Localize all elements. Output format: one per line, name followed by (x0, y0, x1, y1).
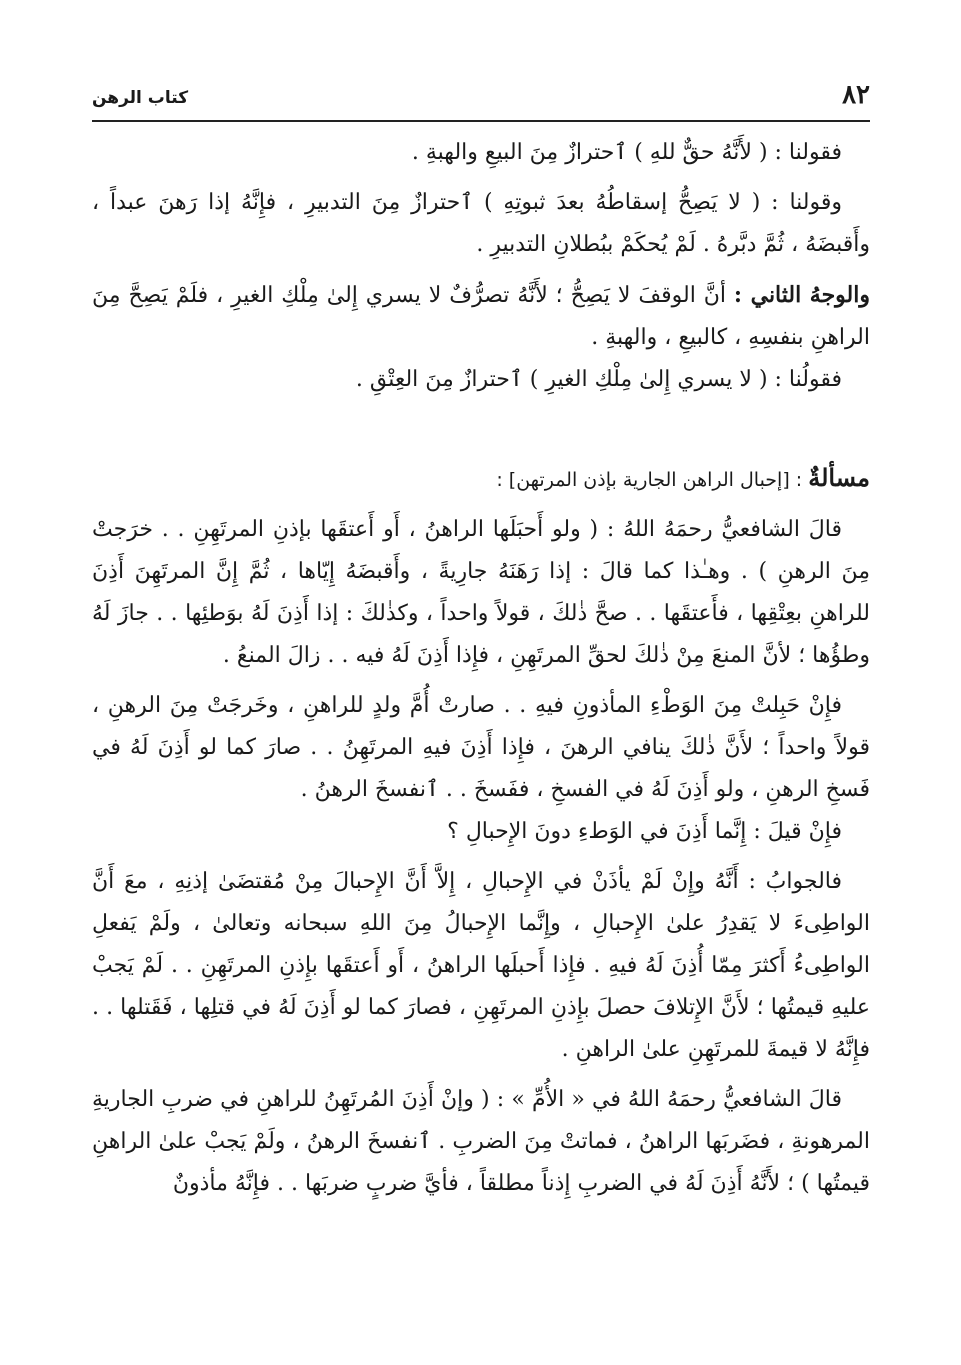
masala-title: : [إحبال الراهن الجارية بإذن المرتهن] : (496, 469, 809, 491)
paragraph-6: فإِنْ حَبِلتْ مِنَ الوَطْءِ المأذونِ فيهِ . . صارتْ أُمَّ ولدٍ للراهنِ ، وخَرجَتْ مِنَ الرهنِ ، قولاً واحداً ؛ لأَنَّ ذٰلكَ ينافي الرهنَ ، فإِذا أَذِنَ فيهِ المرتَهِنُ . . صارَ كما لو أَذِنَ لَهُ في فَسخِ الرهنِ ، ولو أَذِنَ لَهُ في الفسخِ ، ففَسخَ . . ٱنفسخَ الرهنُ . (92, 693, 870, 802)
page-number: ٨٢ (842, 80, 870, 110)
running-title: كتاب الرهن (92, 88, 189, 108)
paragraph-3-text: أنَّ الوقفَ لا يَصِحُّ ؛ لأَنَّهُ تصرُّفٌ لا يسري إِلىٰ مِلْكِ الغيرِ ، فلَمْ يَصِحَّ مِنَ الراهنِ بنفسِهِ ، كالبيعِ ، والهبةِ . (92, 283, 870, 350)
paragraph-8: فالجوابُ : أَنَّهُ وإِنْ لَمْ يأذَنْ في الإِحبالِ ، إِلاَّ أَنَّ الإِحبالَ مِنْ مُقتضَىٰ إذنِهِ ، معَ أَنَّ الواطِىءَ لا يَقدِرُ علىٰ الإِحبالِ ، وإِنَّما الإِحبالُ مِنَ اللهِ سبحانه وتعالىٰ ، ولَمْ يَفعلِ الواطِىءُ أَكثرَ مِمّا أُذِنَ لَهُ فيهِ . فإِذا أَحبلَها الراهنُ ، أَو أَعتقَها بإِذنِ المرتَهِنِ . . لَمْ يَجبْ عليهِ قيمتُها ؛ لأَنَّ الإِتلافَ حصلَ بإِذنِ المرتَهِنِ ، فصارَ كما لو أَذِنَ لَهُ في قتلِها ، فَقَتلها . . فإِنَّهُ لا قيمةَ للمرتَهِنِ علىٰ الراهنِ . (92, 869, 870, 1062)
masala-heading (92, 457, 870, 501)
masala-label: مسألةٌ (808, 463, 870, 492)
paragraph-3 (92, 274, 870, 359)
paragraph-5: قالَ الشافعيُّ رحمَهُ اللهُ : ( ولو أَحبَلَها الراهنُ ، أَو أَعتقَها بإذنِ المرتَهِنِ . . خرَجتْ مِنَ الرهنِ ) . وهـٰذا كما قالَ : إذا رَهَنَهُ جارِيةً ، وأَقبضَهُ إِيّاها ، ثُمَّ إِنَّ المرتَهِنَ أَذِنَ للراهنِ بعِتْقِها ، فأَعتقَها . . صحَّ ذٰلكَ ، قولاً واحداً ، وكذٰلكَ : إذا أَذِنَ لَهُ بوَطئِها . . جازَ لَهُ وطؤُها ؛ لأنَّ المنعَ مِنْ ذٰلكَ لحقِّ المرتَهِنِ ، فإِذا أَذِنَ لَهُ فيه . . زالَ المنعُ . (92, 517, 870, 668)
paragraph-2: وقولنا : ( لا يَصِحُّ إسقاطُهُ بعدَ ثبوتِهِ ) ٱحترازٌ مِنَ التدبيرِ ، فإِنَّهُ إذا رَهنَ عبداً ، وأَقبضَهُ ، ثُمَّ دبَّرهُ . لَمْ يُحكَمْ ببُطلانِ التدبيرِ . (92, 190, 870, 257)
second-aspect-label: والوجهُ الثاني : (733, 282, 870, 308)
paragraph-9: قالَ الشافعيُّ رحمَهُ اللهُ في « الأُمِّ » : ( وإنْ أَذِنَ المُرتَهِنُ للراهنِ في ضربِ الجاريةِ المرهونةِ ، فضَربَها الراهنُ ، فماتتْ مِنَ الضربِ . ٱنفسخَ الرهنُ ، ولَمْ يَجبْ علىٰ الراهنِ قيمتُها ) ؛ لأَنَّهُ أَذِنَ لَهُ في الضربِ إِذناً مطلقاً ، فأيَّ ضربٍ ضربَها . . فإِنَّهُ مأذونٌ (92, 1087, 870, 1196)
page-body (92, 132, 870, 1205)
page-header (92, 78, 870, 122)
paragraph-1: فقولنا : ( لأَنَّهُ حقٌّ للهِ ) ٱحترازٌ مِنَ البيعِ والهبةِ . (411, 140, 842, 165)
paragraph-4: فقولُنا : ( لا يسري إِلىٰ مِلْكِ الغيرِ ) ٱحترازٌ مِنَ العِتْقِ . (355, 367, 842, 392)
paragraph-7: فإِنْ قيلَ : إِنَّما أَذِنَ في الوَطءِ دونَ الإِحبالِ ؟ (447, 819, 842, 844)
